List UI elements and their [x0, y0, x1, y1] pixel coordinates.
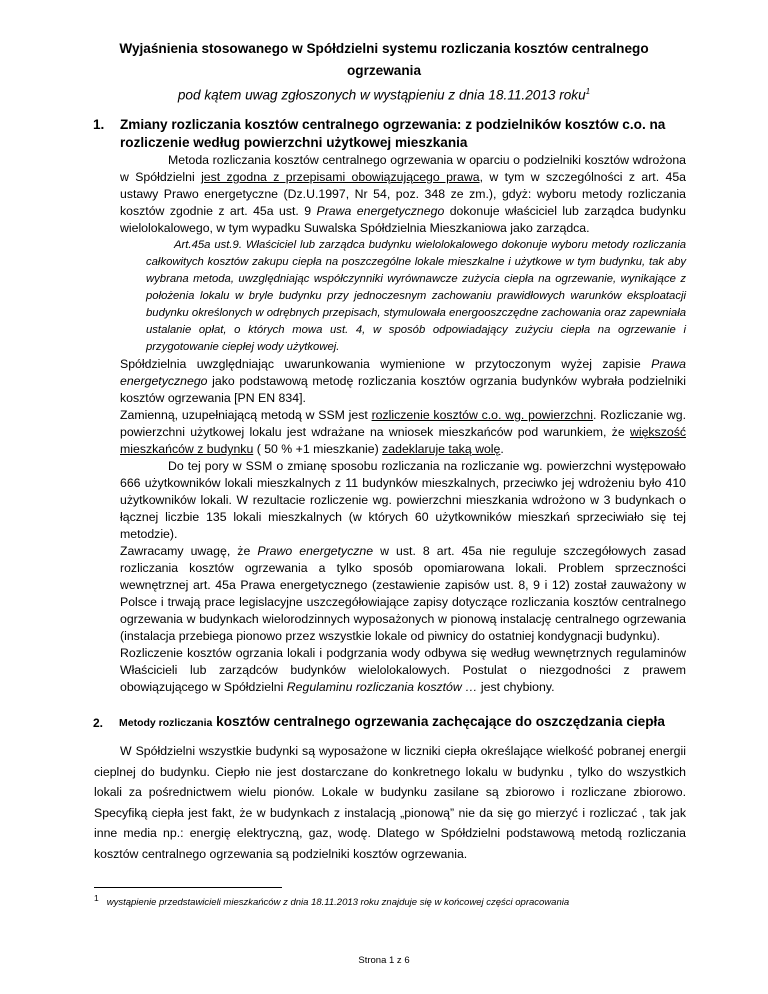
paragraph-5 [120, 543, 686, 645]
paragraph-3-text-c: ( 50 % +1 mieszkanie) [253, 442, 383, 456]
paragraph-1-italic: Prawa energetycznego [316, 204, 445, 218]
section-2-body [94, 741, 686, 864]
paragraph-1-text-c: dokonuje właściciel lub zarządca budynku wielolokalowego, w tym wypadku Suwalska Spółdzielnia Mieszkaniowa jako zarządca. [120, 204, 686, 235]
paragraph-6-text-a: Rozliczenie kosztów ogrzania lokali i podgrzania wody odbywa się według wewnętrznych regulaminów Właścicieli lub zarządców budynków wielolokalowych. Postulat o niezgodności z prawem obowiązującego w Spółdzielni [120, 646, 686, 694]
paragraph-1-underline: jest zgodna z przepisami obowiązującego prawa [201, 170, 480, 184]
section-2-heading-rest: kosztów centralnego ogrzewania zachęcające do oszczędzania ciepła [212, 714, 665, 729]
footnote [94, 893, 569, 908]
section-1-heading [93, 116, 683, 152]
section-2-paragraph-1: W Spółdzielni wszystkie budynki są wyposażone w liczniki ciepła określające wielkość pobranej energii cieplnej do budynku. Ciepło nie jest dostarczane do konkretnego lokalu w budynku , tylko do wszystkich lokali za pośrednictwem wielu pionów. Lokale w budynku zasilane są zbiorowo i rozliczane zbiorowo. Specyfiką ciepła jest fakt, że w budynkach z instalacją „pionową” nie da się go mierzyć i rozliczać , tak jak inne media np.: energię elektryczną, gaz, wodę. Dlatego w Spółdzielni podstawową metodą rozliczania kosztów centralnego ogrzewania są podzielniki kosztów ogrzewania. [94, 744, 686, 861]
paragraph-3-text-a: Zamienną, uzupełniającą metodą w SSM jest [120, 408, 372, 422]
title-line-1: Wyjaśnienia stosowanego w Spółdzielni systemu rozliczania kosztów centralnego [119, 41, 649, 56]
paragraph-3-underline-3: zadeklaruje taką wolę [382, 442, 501, 456]
paragraph-5-text-a: Zawracamy uwagę, że [120, 544, 258, 558]
paragraph-5-text-b: w ust. 8 art. 45a nie reguluje szczegółowych zasad rozliczania kosztów ogrzewania a tylko sposób opomiarowana lokali. Problem sprzeczności wewnętrznej art. 45a Prawa energetycznego (zestawienie zapisów ust. 8, 9 i 12) został zauważony w Polsce i trwają prace legislacyjne uszczegółowiające zapisy dotyczące rozliczania kosztów centralnego ogrzewania w budynkach wielorodzinnych wyposażonych w pionową instalację centralnego ogrzewania (instalacja przebiega pionowo przez wszystkie lokale od piwnicy do ostatniej kondygnacji budynku). [120, 544, 686, 643]
paragraph-6 [120, 645, 686, 696]
section-1-number: 1. [93, 117, 105, 132]
paragraph-1-text-b: , w tym w szczególności z art. 45a ustawy Prawo energetyczne (Dz.U.1997, Nr 54, poz. 348 ze zm.), gdyż: wyboru metody rozliczania kosztów zgodnie z art. 45a ust. 9 [120, 170, 686, 218]
paragraph-2-italic: Prawa energetycznego [120, 357, 686, 388]
section-2-heading-text [93, 712, 683, 733]
paragraph-3-underline-2: większość mieszkańców z budynku [120, 425, 686, 456]
paragraph-5-italic: Prawo energetyczne [257, 544, 374, 558]
paragraph-3-text-b: . Rozliczanie wg. powierzchni użytkowej lokalu jest wdrażane na wniosek mieszkańców pod warunkiem, że [120, 408, 687, 439]
footnote-separator [94, 887, 282, 888]
section-2-heading-small: Metody rozliczania [119, 717, 213, 729]
paragraph-3-text-d: . [500, 442, 504, 456]
paragraph-3-underline-1: rozliczenie kosztów c.o. wg. powierzchni [371, 408, 594, 422]
footnote-text: wystąpienie przedstawicieli mieszkańców z dnia 18.11.2013 roku znajduje się w końcowej części opracowania [106, 897, 570, 909]
subtitle-text: pod kątem uwag zgłoszonych w wystąpieniu z dnia 18.11.2013 roku [177, 87, 586, 103]
section-2-heading [93, 712, 683, 733]
title-line-2: ogrzewania [346, 63, 422, 78]
document-title [90, 38, 678, 82]
document-subtitle [90, 82, 678, 106]
section-1-heading-text: Zmiany rozliczania kosztów centralnego ogrzewania: z podzielników kosztów c.o. na rozliczenie według powierzchni użytkowej mieszkania [120, 117, 666, 150]
law-quote [146, 237, 686, 356]
footnote-mark: 1 [94, 893, 99, 903]
paragraph-4: Do tej pory w SSM o zmianę sposobu rozliczania na rozliczanie wg. powierzchni występowało 666 użytkowników lokali mieszkalnych z 11 budynków mieszkalnych, przeciwko jej wdrożeniu było 410 użytkowników lokali. W rezultacie rozliczenie wg. powierzchni mieszkania wdrożono w 3 budynkach o łącznej liczbie 135 lokali mieszkalnych (w których 60 użytkowników mieszkań sprzeciwiało się tej metodzie). [120, 459, 686, 541]
footnote-reference: 1 [585, 87, 591, 96]
page-number: Strona 1 z 6 [358, 955, 410, 966]
paragraph-3 [120, 407, 686, 458]
law-quote-text: Art.45a ust.9. Właściciel lub zarządca budynku wielolokalowego dokonuje wyboru metody rozliczania całkowitych kosztów zakupu ciepła na poszczególne lokale mieszkalne i użytkowe w tym budynku, tak aby wybrana metoda, uwzględniając współczynniki wyrównawcze zużycia ciepła na ogrzewanie, wynikające z położenia lokalu w bryle budynku przy jednoczesnym zachowaniu prawidłowych warunków eksploatacji budynku określonych w odrębnych przepisach, stymulowała energooszczędne zachowania oraz zapewniała ustalanie opłat, o których mowa ust. 4, w sposób odpowiadający zużyciu ciepła na ogrzewanie i przygotowanie ciepłej wody użytkowej. [146, 239, 686, 353]
section-2-number: 2. [93, 716, 104, 730]
paragraph-2-text-a: Spółdzielnia uwzględniając uwarunkowania wymienione w przytoczonym wyżej zapisie [120, 357, 652, 371]
section-1-body [120, 152, 686, 696]
paragraph-6-italic: Regulaminu rozliczania kosztów … [286, 680, 478, 694]
paragraph-6-text-b: jest chybiony. [477, 680, 555, 694]
paragraph-1-text-a: Metoda rozliczania kosztów centralnego ogrzewania w oparciu o podzielniki kosztów wdrożona w Spółdzielni [120, 153, 686, 184]
paragraph-1 [120, 152, 686, 237]
paragraph-2-text-b: jako podstawową metodę rozliczania kosztów ogrzania budynków wybrała podzielniki kosztów ogrzewania [PN EN 834]. [120, 374, 686, 405]
paragraph-2 [120, 356, 686, 407]
